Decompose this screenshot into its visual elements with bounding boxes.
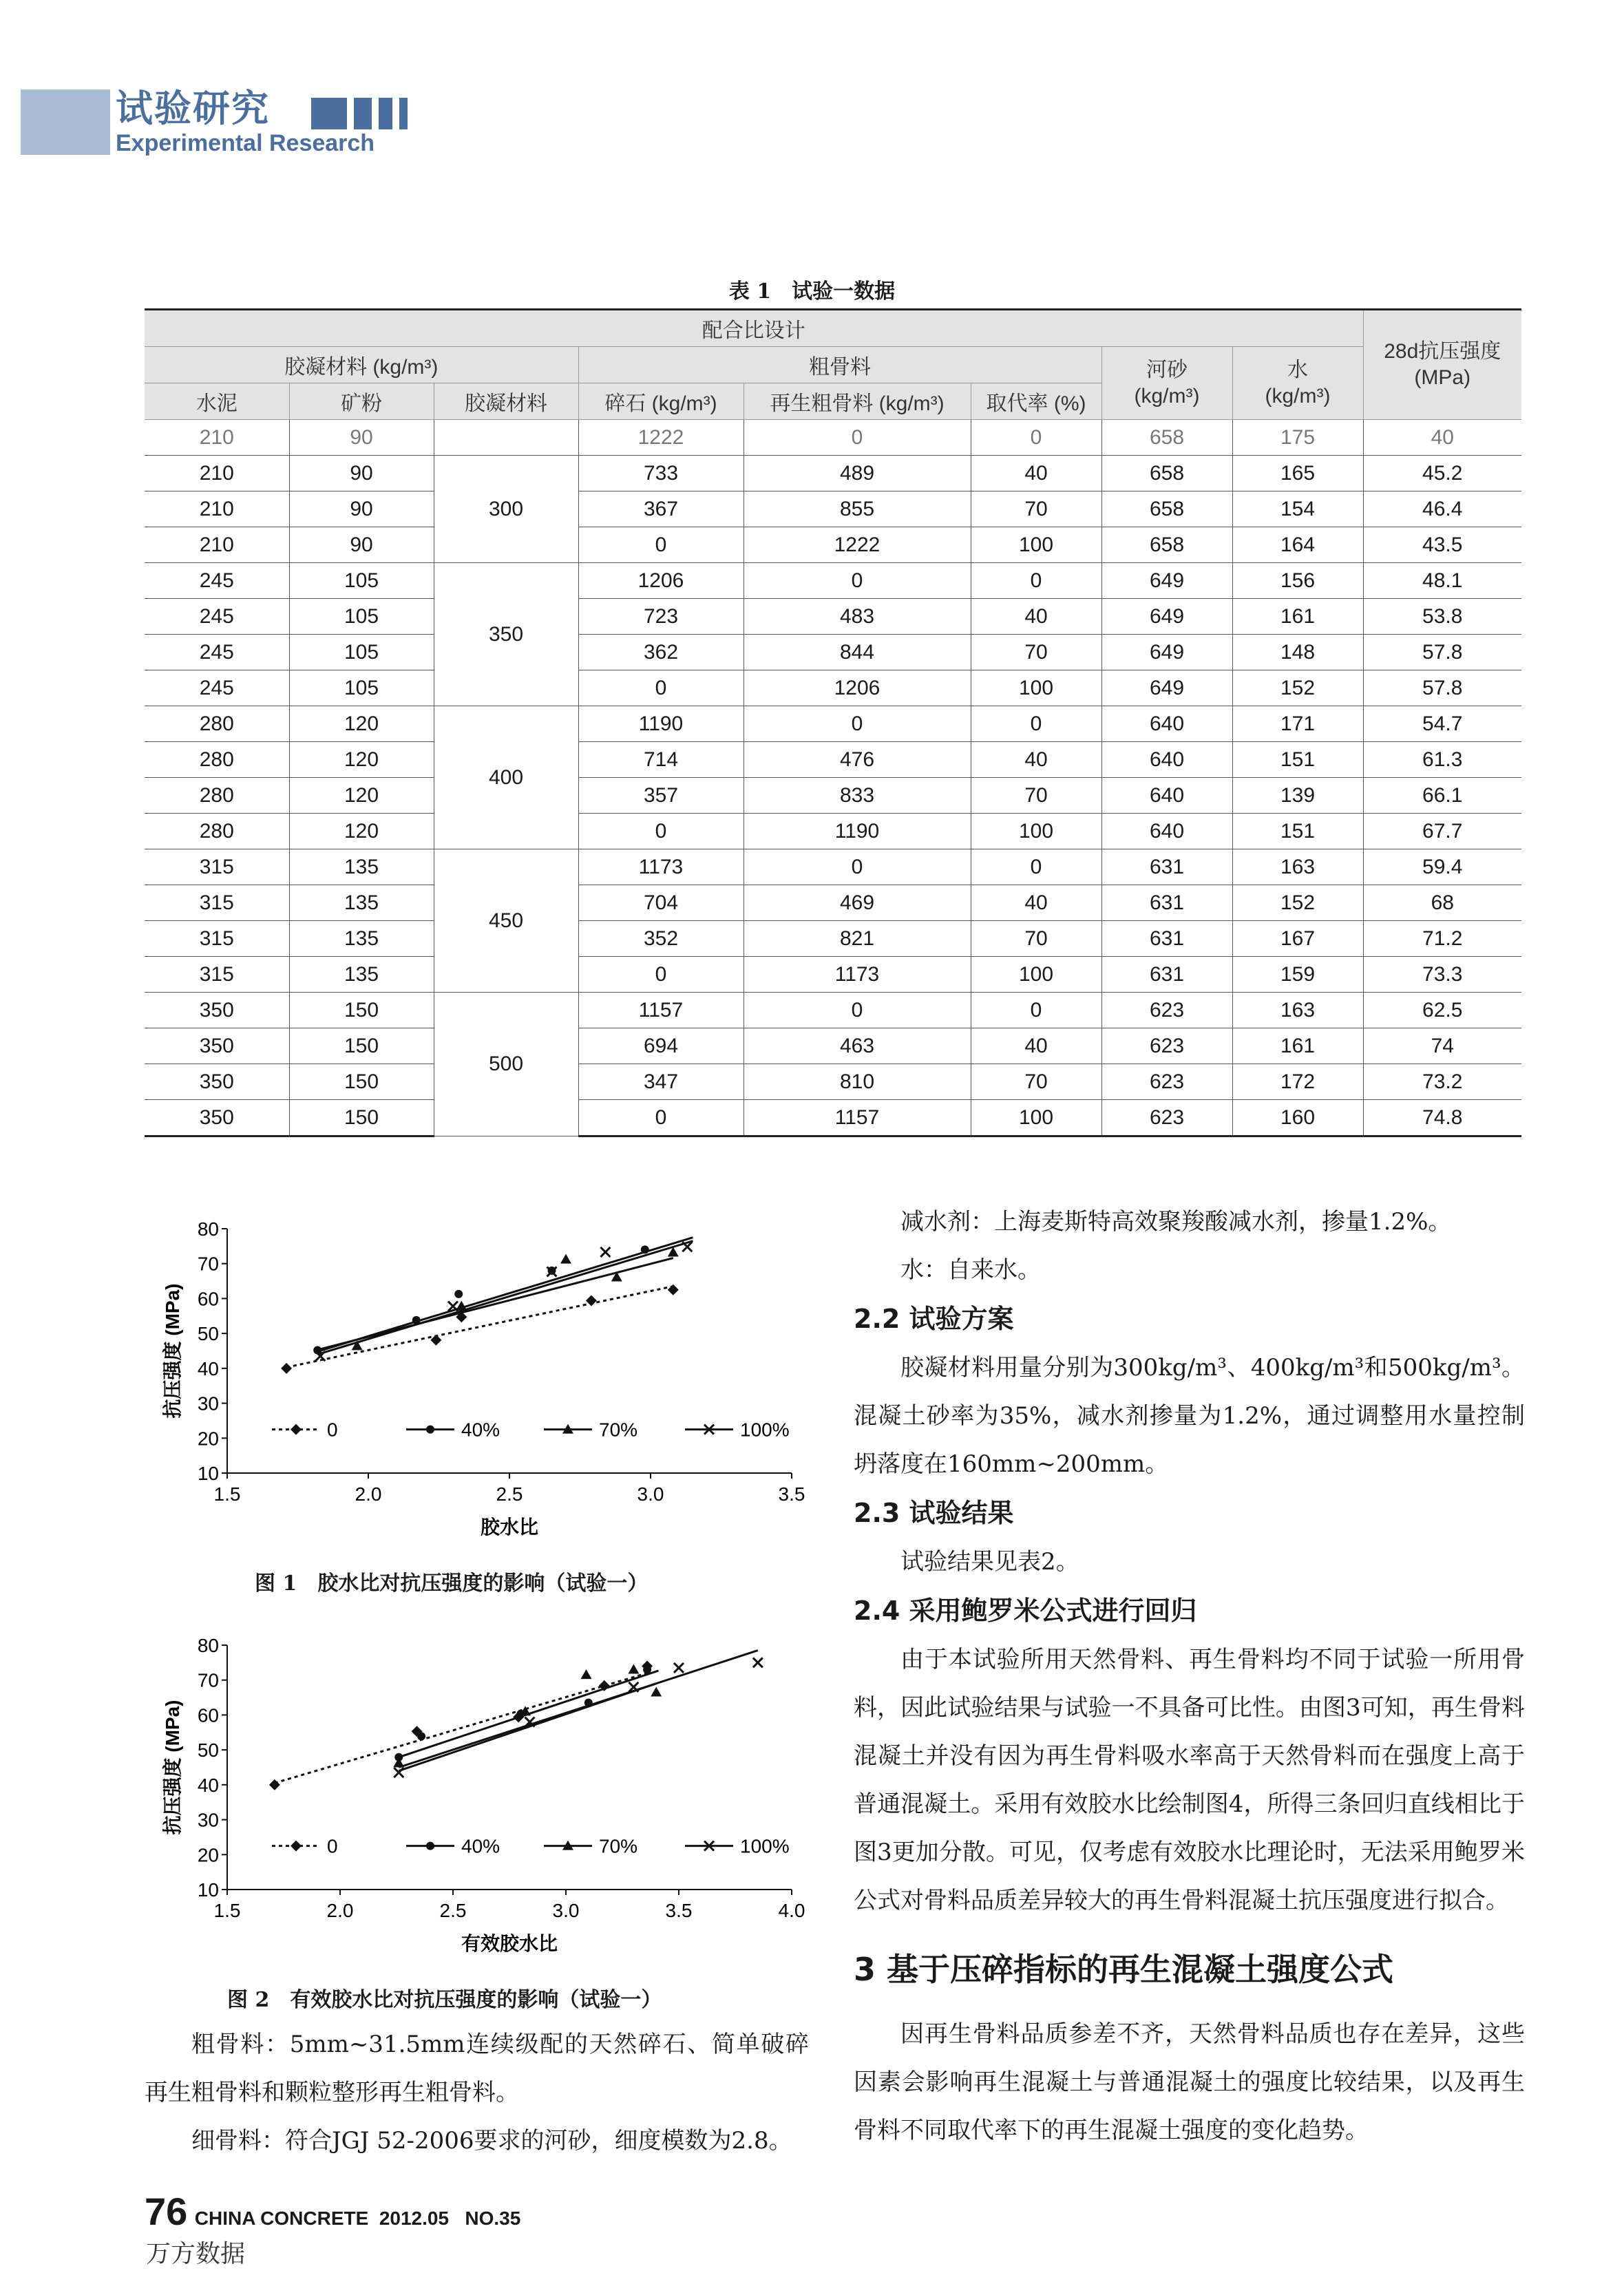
table-cell: 623 <box>1101 1064 1232 1100</box>
table-cell: 70 <box>971 635 1101 670</box>
table-sand-header: 河砂 (kg/m³) <box>1101 347 1232 420</box>
table-cell: 833 <box>744 778 971 814</box>
data-point <box>651 1686 662 1696</box>
table-cell: 844 <box>744 635 971 670</box>
table-strength-header: 28d抗压强度 (MPa) <box>1363 310 1521 420</box>
table-cell: 245 <box>145 635 289 670</box>
data-point <box>269 1779 280 1790</box>
table-cell: 135 <box>289 885 434 921</box>
table-col-header: 水泥 <box>145 383 289 420</box>
y-axis-label: 抗压强度 (MPa) <box>162 1700 183 1835</box>
table-cell: 0 <box>578 1100 744 1136</box>
table-cell: 150 <box>289 1064 434 1100</box>
table-cell: 350 <box>145 1100 289 1136</box>
table-cell: 0 <box>578 814 744 849</box>
table-cell: 172 <box>1232 1064 1363 1100</box>
table-row <box>145 742 1521 778</box>
table-row <box>145 885 1521 921</box>
table-cell: 139 <box>1232 778 1363 814</box>
table-cell: 40 <box>971 599 1101 635</box>
table-row <box>145 849 1521 885</box>
table-cell: 46.4 <box>1363 491 1521 527</box>
legend-marker <box>291 1424 302 1435</box>
table-cell: 280 <box>145 706 289 742</box>
table-cell: 0 <box>744 706 971 742</box>
table-row <box>145 1100 1521 1136</box>
table-cell: 62.5 <box>1363 993 1521 1028</box>
table-cell: 120 <box>289 814 434 849</box>
subsection-heading: 2.4 采用鲍罗米公式进行回归 <box>854 1596 1197 1626</box>
table-coarse-group: 粗骨料 <box>578 347 1101 383</box>
table-cell: 74.8 <box>1363 1100 1521 1136</box>
table-cell: 694 <box>578 1028 744 1064</box>
table-cell: 623 <box>1101 993 1232 1028</box>
table-cell: 135 <box>289 849 434 885</box>
table-cell: 120 <box>289 742 434 778</box>
table-cell: 57.8 <box>1363 670 1521 706</box>
table-cell: 0 <box>744 849 971 885</box>
table-cell: 315 <box>145 921 289 957</box>
table-cell: 150 <box>289 1100 434 1136</box>
table-cell: 489 <box>744 456 971 491</box>
x-tick-label: 2.0 <box>326 1900 354 1921</box>
legend-marker <box>291 1841 302 1852</box>
table-cell: 1173 <box>744 957 971 993</box>
table-cell: 105 <box>289 599 434 635</box>
data-point <box>454 1290 463 1298</box>
x-tick-label: 2.5 <box>439 1900 467 1921</box>
table-cell: 855 <box>744 491 971 527</box>
table-cell: 152 <box>1232 670 1363 706</box>
table-cell: 810 <box>744 1064 971 1100</box>
table-cell: 245 <box>145 563 289 599</box>
table-cell: 315 <box>145 957 289 993</box>
legend-label: 70% <box>599 1419 638 1441</box>
table-cell: 73.2 <box>1363 1064 1521 1100</box>
table-cell: 120 <box>289 778 434 814</box>
data-point <box>643 1666 651 1674</box>
table-cell: 714 <box>578 742 744 778</box>
y-tick-label: 50 <box>197 1739 219 1761</box>
table-cell: 100 <box>971 1100 1101 1136</box>
y-tick-label: 80 <box>197 1218 219 1240</box>
table-cell: 723 <box>578 599 744 635</box>
table-cell: 476 <box>744 742 971 778</box>
table-cell: 90 <box>289 527 434 563</box>
table-cell: 1190 <box>744 814 971 849</box>
data-point <box>668 1284 679 1295</box>
table-cell: 500 <box>434 993 578 1136</box>
table-cell: 0 <box>744 420 971 456</box>
table-col-header: 取代率 (%) <box>971 383 1101 420</box>
table-cell: 631 <box>1101 885 1232 921</box>
table-cell: 631 <box>1101 849 1232 885</box>
table-cell: 100 <box>971 670 1101 706</box>
table-cell: 400 <box>434 706 578 849</box>
y-tick-label: 40 <box>197 1774 219 1796</box>
table-cell: 0 <box>744 993 971 1028</box>
table-row <box>145 491 1521 527</box>
data-point <box>417 1732 425 1740</box>
page-footer <box>145 2189 520 2234</box>
table-cell: 483 <box>744 599 971 635</box>
table-cell: 623 <box>1101 1100 1232 1136</box>
table-cell: 40 <box>971 742 1101 778</box>
right-column <box>854 1198 1525 2155</box>
legend-label: 0 <box>327 1835 338 1857</box>
table-cell: 70 <box>971 921 1101 957</box>
table-cell: 66.1 <box>1363 778 1521 814</box>
table-cell: 0 <box>971 706 1101 742</box>
header-color-bar <box>21 89 110 155</box>
table-cell: 105 <box>289 563 434 599</box>
table-cell: 640 <box>1101 706 1232 742</box>
figure-2-chart <box>158 1628 819 1972</box>
table-cell: 821 <box>744 921 971 957</box>
figure-1-caption: 图 1 胶水比对抗压强度的影响（试验一） <box>255 1572 648 1596</box>
x-tick-label: 3.5 <box>778 1483 805 1505</box>
page-number: 76 <box>145 2190 188 2233</box>
y-tick-label: 60 <box>197 1288 219 1310</box>
data-point <box>281 1363 292 1374</box>
data-point <box>394 1768 403 1777</box>
table-cell: 53.8 <box>1363 599 1521 635</box>
table-cell: 90 <box>289 420 434 456</box>
table-cell: 357 <box>578 778 744 814</box>
table-cell: 300 <box>434 456 578 563</box>
table-cell: 658 <box>1101 456 1232 491</box>
series-2 <box>393 1664 662 1771</box>
table-cell: 362 <box>578 635 744 670</box>
legend-label: 40% <box>461 1835 500 1857</box>
table-col-header: 再生粗骨料 (kg/m³) <box>744 383 971 420</box>
table-row <box>145 527 1521 563</box>
table-row <box>145 814 1521 849</box>
figure-2 <box>158 1628 819 1975</box>
table-cell: 40 <box>971 1028 1101 1064</box>
table-cell: 0 <box>971 849 1101 885</box>
y-tick-label: 20 <box>197 1428 219 1450</box>
table-caption: 表 1 试验一数据 <box>728 279 896 304</box>
table-cell: 154 <box>1232 491 1363 527</box>
table-cell: 245 <box>145 670 289 706</box>
table-cell: 367 <box>578 491 744 527</box>
table-cell: 40 <box>1363 420 1521 456</box>
x-tick-label: 3.0 <box>637 1483 664 1505</box>
table-cell: 704 <box>578 885 744 921</box>
table-cell: 0 <box>971 563 1101 599</box>
paragraph: 因再生骨料品质参差不齐，天然骨料品质也存在差异，这些因素会影响再生混凝土与普通混凝土的强度比较结果，以及再生骨料不同取代率下的再生混凝土强度的变化趋势。 <box>854 2020 1525 2144</box>
table-cell: 100 <box>971 957 1101 993</box>
table-cell: 61.3 <box>1363 742 1521 778</box>
table-cell: 649 <box>1101 670 1232 706</box>
fit-line <box>317 1238 693 1352</box>
table-cell: 350 <box>145 1028 289 1064</box>
data-point <box>430 1335 441 1346</box>
table-cell: 151 <box>1232 814 1363 849</box>
y-axis-label: 抗压强度 (MPa) <box>162 1283 183 1419</box>
x-tick-label: 4.0 <box>778 1900 805 1921</box>
table-cell: 1206 <box>578 563 744 599</box>
table-cell: 649 <box>1101 599 1232 635</box>
table-cell: 40 <box>971 885 1101 921</box>
table-row <box>145 957 1521 993</box>
table-row <box>145 993 1521 1028</box>
x-tick-label: 2.0 <box>355 1483 382 1505</box>
data-point <box>674 1663 684 1673</box>
section-header-cn: 试验研究 <box>116 87 270 130</box>
table-cell: 71.2 <box>1363 921 1521 957</box>
section-heading: 3 基于压碎指标的再生混凝土强度公式 <box>854 1951 1394 1988</box>
table-cell: 1173 <box>578 849 744 885</box>
table-cell: 161 <box>1232 1028 1363 1064</box>
table-cell: 280 <box>145 742 289 778</box>
x-tick-label: 2.5 <box>496 1483 523 1505</box>
table-row <box>145 1064 1521 1100</box>
x-tick-label: 1.5 <box>213 1900 241 1921</box>
paragraph: 水：自来水。 <box>900 1256 1041 1284</box>
table-cell: 631 <box>1101 957 1232 993</box>
paragraph: 试验结果见表2。 <box>900 1548 1079 1576</box>
table-cell: 151 <box>1232 742 1363 778</box>
table-cell: 350 <box>145 993 289 1028</box>
legend-label: 0 <box>327 1419 338 1441</box>
table-col-header: 胶凝材料 <box>434 383 578 420</box>
table-cell: 631 <box>1101 921 1232 957</box>
y-tick-label: 20 <box>197 1844 219 1866</box>
table-cell: 733 <box>578 456 744 491</box>
table-cell: 210 <box>145 527 289 563</box>
table-cell: 156 <box>1232 563 1363 599</box>
x-axis-label: 胶水比 <box>480 1516 539 1538</box>
table-cell: 175 <box>1232 420 1363 456</box>
table-cell: 469 <box>744 885 971 921</box>
table-row <box>145 599 1521 635</box>
table-cell: 0 <box>578 670 744 706</box>
data-point <box>581 1669 592 1679</box>
data-point <box>753 1658 763 1667</box>
legend-marker <box>426 1842 434 1850</box>
table-col-header: 碎石 (kg/m³) <box>578 383 744 420</box>
table-cell: 658 <box>1101 491 1232 527</box>
table-cell: 171 <box>1232 706 1363 742</box>
table-row <box>145 563 1521 599</box>
table-row <box>145 670 1521 706</box>
table-cell: 0 <box>578 527 744 563</box>
table-cell: 54.7 <box>1363 706 1521 742</box>
table-cell: 463 <box>744 1028 971 1064</box>
y-tick-label: 30 <box>197 1393 219 1415</box>
table-cell: 135 <box>289 921 434 957</box>
fit-line <box>399 1651 758 1768</box>
table-row <box>145 921 1521 957</box>
table-cell: 1222 <box>578 420 744 456</box>
table-cell: 1206 <box>744 670 971 706</box>
table-water-header: 水 (kg/m³) <box>1232 347 1363 420</box>
fit-line <box>275 1673 647 1784</box>
table-cell: 280 <box>145 814 289 849</box>
table-cell: 649 <box>1101 563 1232 599</box>
table-body <box>145 420 1521 1136</box>
y-tick-label: 80 <box>197 1635 219 1656</box>
data-point <box>586 1295 597 1306</box>
table-cell: 0 <box>744 563 971 599</box>
table-cell: 48.1 <box>1363 563 1521 599</box>
table-cell: 0 <box>578 957 744 993</box>
table-cell: 105 <box>289 635 434 670</box>
table-cell: 163 <box>1232 993 1363 1028</box>
table-row <box>145 778 1521 814</box>
table-cell: 43.5 <box>1363 527 1521 563</box>
table-binder-group: 胶凝材料 (kg/m³) <box>145 347 578 383</box>
table-cell: 40 <box>971 456 1101 491</box>
table-cell: 623 <box>1101 1028 1232 1064</box>
table-cell <box>434 420 578 456</box>
legend-label: 70% <box>599 1835 638 1857</box>
table-cell: 120 <box>289 706 434 742</box>
x-tick-label: 1.5 <box>213 1483 241 1505</box>
table-cell: 640 <box>1101 742 1232 778</box>
table-cell: 105 <box>289 670 434 706</box>
table-cell: 350 <box>434 563 578 706</box>
table-cell: 0 <box>971 420 1101 456</box>
table-cell: 658 <box>1101 420 1232 456</box>
table-cell: 347 <box>578 1064 744 1100</box>
y-tick-label: 10 <box>197 1879 219 1901</box>
watermark: 万方数据 <box>146 2240 246 2268</box>
table-cell: 70 <box>971 1064 1101 1100</box>
figure-2-caption: 图 2 有效胶水比对抗压强度的影响（试验一） <box>227 1988 662 2012</box>
x-axis-label: 有效胶水比 <box>461 1933 558 1954</box>
table-cell: 640 <box>1101 778 1232 814</box>
table-cell: 350 <box>145 1064 289 1100</box>
table-cell: 0 <box>971 993 1101 1028</box>
table-cell: 150 <box>289 993 434 1028</box>
data-point <box>628 1664 639 1674</box>
paragraph: 胶凝材料用量分别为300kg/m³、400kg/m³和500kg/m³。混凝土砂率为35%，减水剂掺量为1.2%，通过调整用水量控制坍落度在160mm~200mm。 <box>854 1354 1525 1478</box>
series-0 <box>269 1660 653 1790</box>
table-cell: 57.8 <box>1363 635 1521 670</box>
x-tick-label: 3.0 <box>552 1900 580 1921</box>
y-tick-label: 30 <box>197 1809 219 1831</box>
table-cell: 280 <box>145 778 289 814</box>
table-cell: 1157 <box>744 1100 971 1136</box>
table-cell: 67.7 <box>1363 814 1521 849</box>
table-row <box>145 706 1521 742</box>
table-row <box>145 635 1521 670</box>
table-cell: 450 <box>434 849 578 993</box>
table-cell: 315 <box>145 849 289 885</box>
table-cell: 1190 <box>578 706 744 742</box>
x-tick-label: 3.5 <box>665 1900 693 1921</box>
table-cell: 100 <box>971 814 1101 849</box>
table-cell: 135 <box>289 957 434 993</box>
table-cell: 70 <box>971 491 1101 527</box>
table-cell: 150 <box>289 1028 434 1064</box>
table-cell: 159 <box>1232 957 1363 993</box>
table-cell: 163 <box>1232 849 1363 885</box>
table-cell: 245 <box>145 599 289 635</box>
legend-label: 40% <box>461 1419 500 1441</box>
table-cell: 649 <box>1101 635 1232 670</box>
series-2 <box>317 1238 693 1352</box>
table-cell: 210 <box>145 456 289 491</box>
table-cell: 1157 <box>578 993 744 1028</box>
table-cell: 658 <box>1101 527 1232 563</box>
section-header-en: Experimental Research <box>116 130 375 156</box>
series-0 <box>281 1284 679 1374</box>
table-cell: 100 <box>971 527 1101 563</box>
table-cell: 210 <box>145 491 289 527</box>
series-3 <box>394 1651 763 1778</box>
table-row <box>145 456 1521 491</box>
figure-1-chart <box>158 1211 819 1556</box>
fit-line <box>317 1241 693 1355</box>
table-cell: 640 <box>1101 814 1232 849</box>
y-tick-label: 70 <box>197 1669 219 1691</box>
y-tick-label: 10 <box>197 1463 219 1484</box>
table-cell: 165 <box>1232 456 1363 491</box>
legend-label: 100% <box>740 1835 790 1857</box>
table-cell: 73.3 <box>1363 957 1521 993</box>
fit-line <box>286 1287 673 1368</box>
table-cell: 70 <box>971 778 1101 814</box>
paragraph: 粗骨料：5mm~31.5mm连续级配的天然碎石、简单破碎再生粗骨料和颗粒整形再生粗骨料。 <box>145 2031 809 2106</box>
table-cell: 90 <box>289 491 434 527</box>
subsection-heading: 2.2 试验方案 <box>854 1304 1014 1334</box>
y-tick-label: 60 <box>197 1704 219 1726</box>
table-cell: 315 <box>145 885 289 921</box>
table-cell: 90 <box>289 456 434 491</box>
y-tick-label: 70 <box>197 1253 219 1275</box>
table-cell: 59.4 <box>1363 849 1521 885</box>
data-point <box>560 1254 571 1264</box>
legend-marker <box>426 1426 434 1434</box>
table-row <box>145 1028 1521 1064</box>
left-column <box>145 2020 809 2165</box>
y-tick-label: 40 <box>197 1357 219 1379</box>
table-cell: 210 <box>145 420 289 456</box>
table-col-header: 矿粉 <box>289 383 434 420</box>
paragraph: 由于本试验所用天然骨料、再生骨料均不同于试验一所用骨料，因此试验结果与试验一不具备可比性。由图3可知，再生骨料混凝土并没有因为再生骨料吸水率高于天然骨料而在强度上高于普通混凝土。采用有效胶水比绘制图4，所得三条回归直线相比于图3更加分散。可见，仅考虑有效胶水比理论时，无法采用鲍罗米公式对骨料品质差异较大的再生骨料混凝土抗压强度进行拟合。 <box>854 1646 1525 1914</box>
data-table <box>145 308 1521 1137</box>
table-cell: 352 <box>578 921 744 957</box>
subsection-heading: 2.3 试验结果 <box>854 1498 1014 1528</box>
table-cell: 160 <box>1232 1100 1363 1136</box>
journal-info: CHINA CONCRETE 2012.05 NO.35 <box>194 2208 521 2229</box>
table-group-header: 配合比设计 <box>145 310 1363 347</box>
table-cell: 1222 <box>744 527 971 563</box>
table-cell: 74 <box>1363 1028 1521 1064</box>
figure-1 <box>158 1211 819 1558</box>
table-row <box>145 420 1521 456</box>
table-cell: 68 <box>1363 885 1521 921</box>
table-cell: 45.2 <box>1363 456 1521 491</box>
table-cell: 152 <box>1232 885 1363 921</box>
data-point <box>600 1247 610 1257</box>
series-1 <box>313 1245 673 1354</box>
table-cell: 161 <box>1232 599 1363 635</box>
paragraph: 减水剂：上海麦斯特高效聚羧酸减水剂，掺量1.2%。 <box>900 1208 1452 1236</box>
paragraph: 细骨料：符合JGJ 52-2006要求的河砂，细度模数为2.8。 <box>191 2127 792 2155</box>
legend-label: 100% <box>740 1419 790 1441</box>
y-tick-label: 50 <box>197 1323 219 1345</box>
table-cell: 167 <box>1232 921 1363 957</box>
table-cell: 148 <box>1232 635 1363 670</box>
table-cell: 164 <box>1232 527 1363 563</box>
